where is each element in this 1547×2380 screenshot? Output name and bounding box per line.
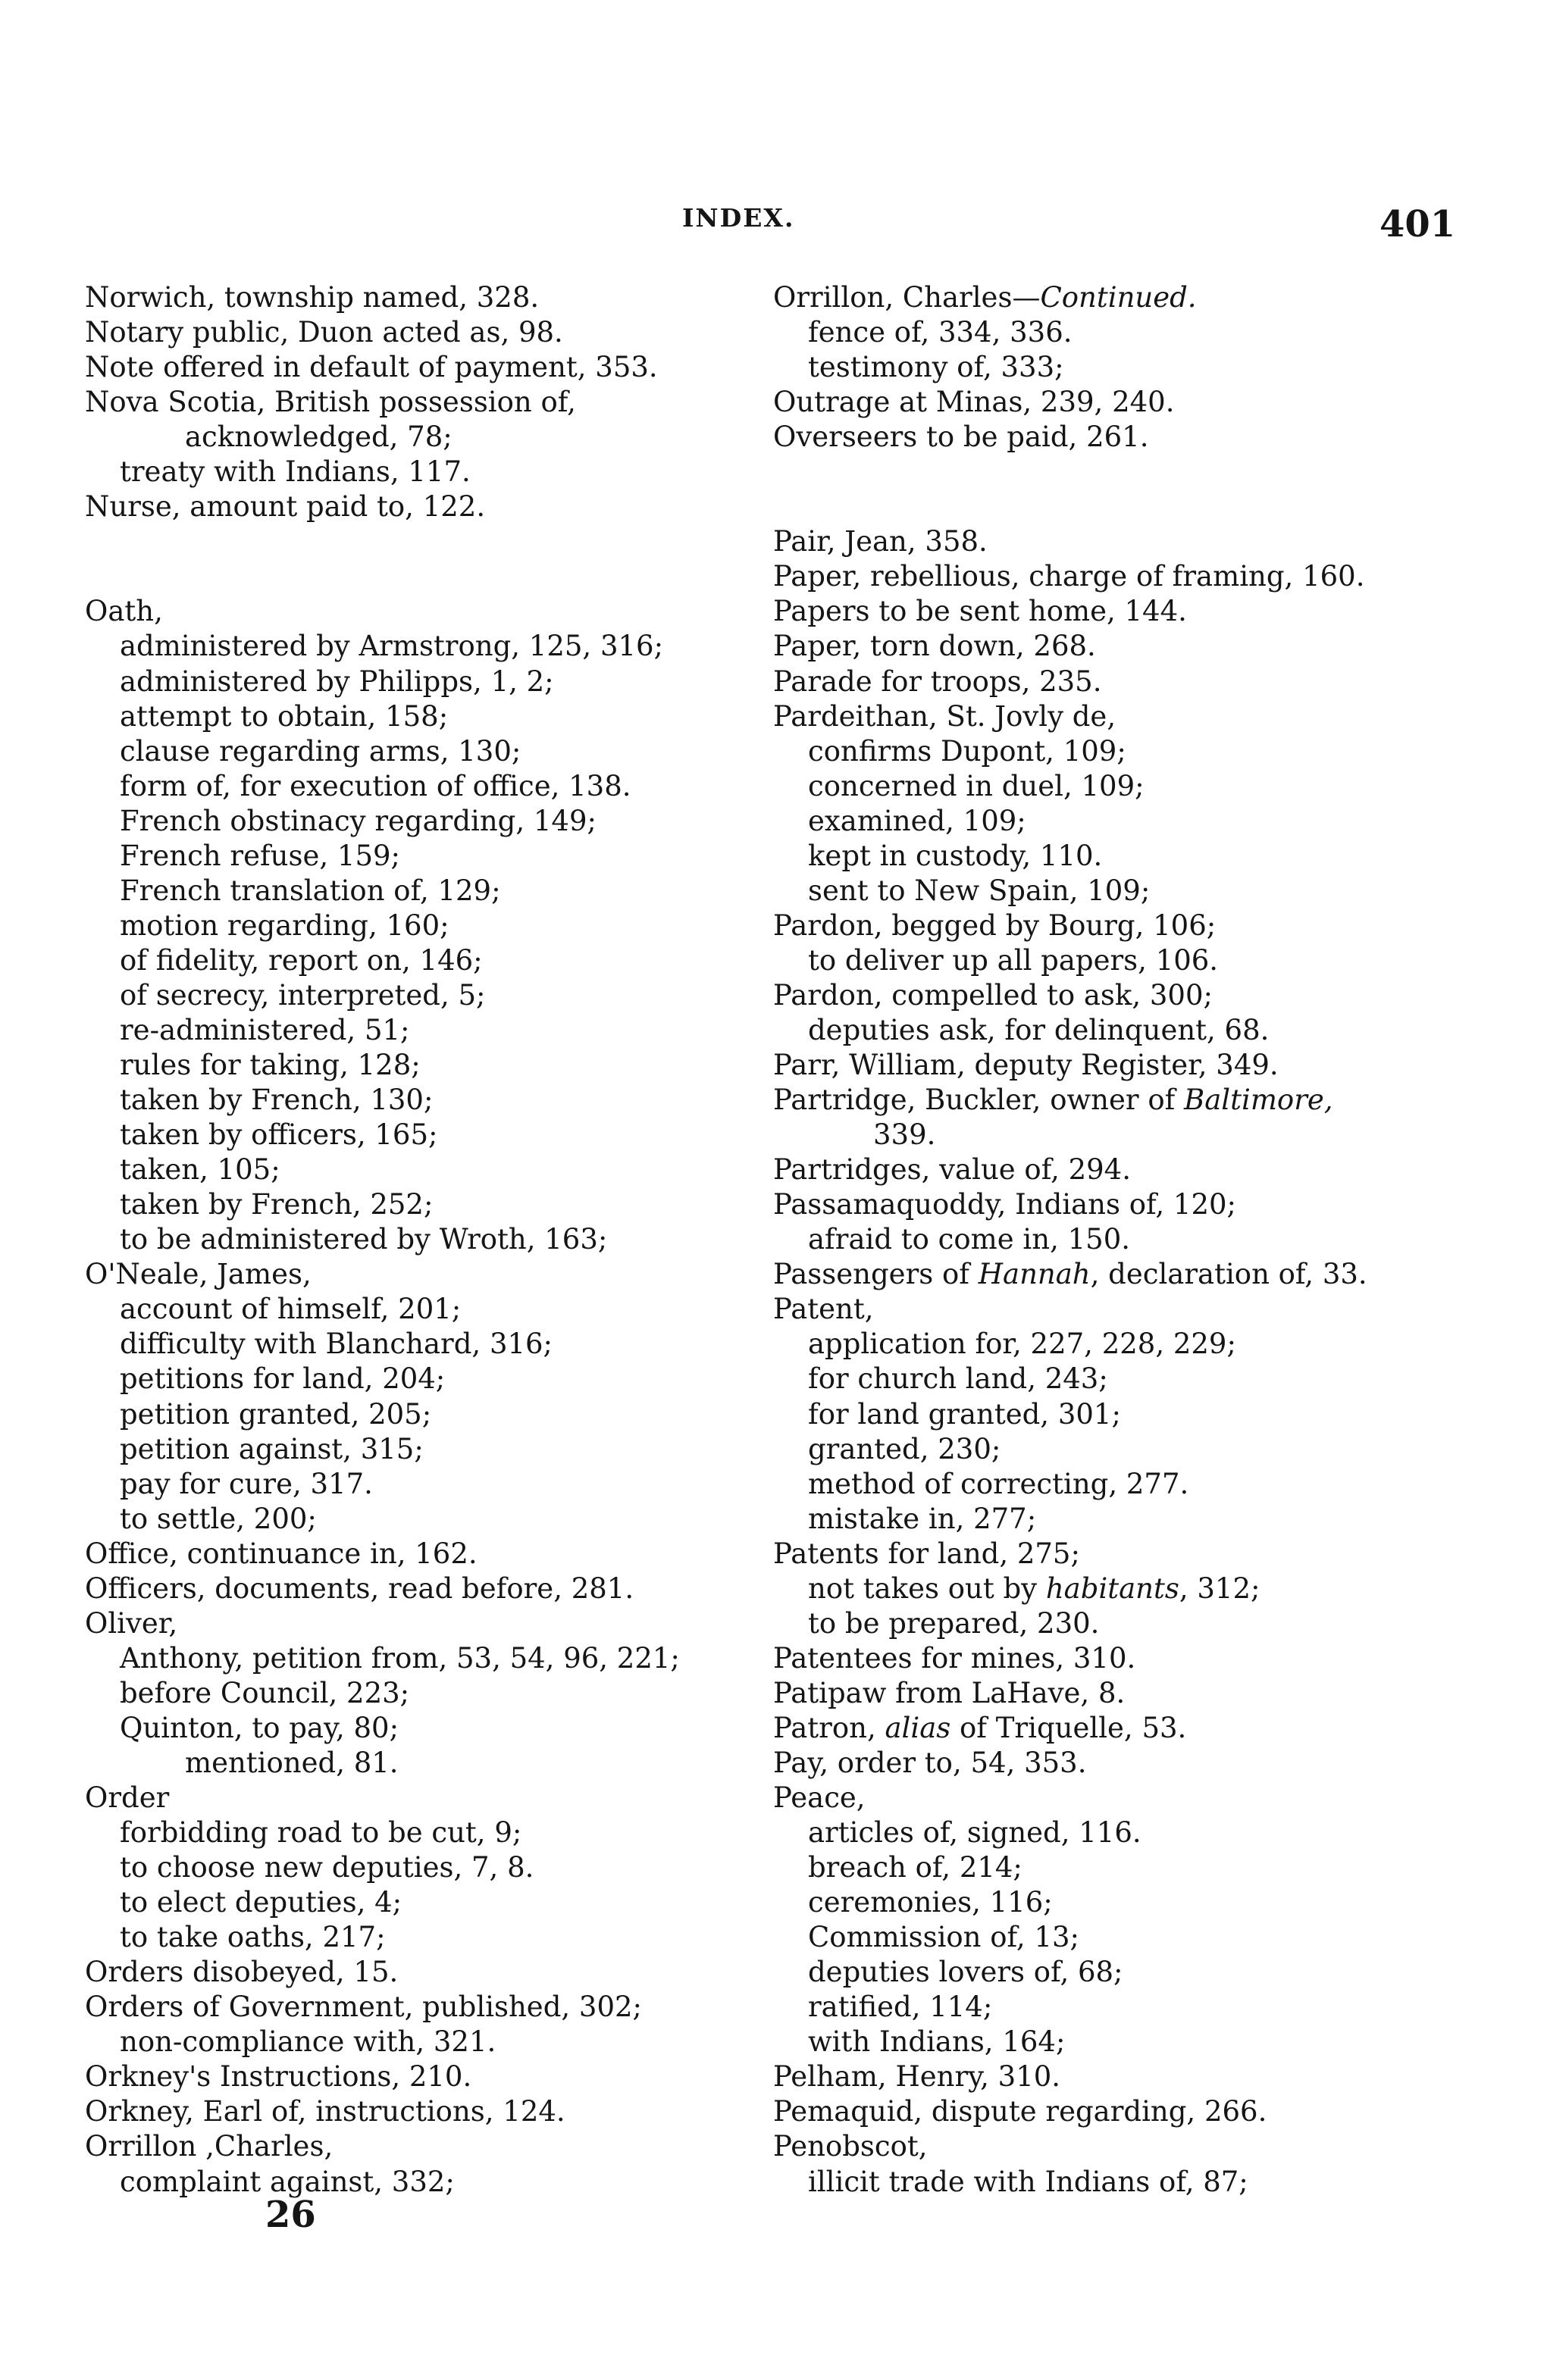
index-entry (85, 1537, 744, 1572)
index-text: mentioned, 81. (185, 1746, 399, 1779)
index-subentry (773, 1118, 1455, 1152)
index-italic-text: Baltimore, (1184, 1084, 1333, 1117)
index-gap (773, 489, 1455, 524)
index-text: application for, 227, 228, 229; (808, 1328, 1236, 1361)
index-subentry (85, 2165, 744, 2200)
index-entry (773, 385, 1455, 420)
index-italic-text: alias (885, 1711, 951, 1744)
index-text: Pelham, Henry, 310. (773, 2060, 1061, 2094)
index-entry (85, 594, 744, 629)
index-subentry (773, 1850, 1455, 1885)
index-text: sent to New Spain, 109; (808, 874, 1151, 907)
index-text: form of, for execution of office, 138. (120, 769, 631, 802)
index-text: non-compliance with, 321. (120, 2025, 496, 2059)
index-subentry (85, 1711, 744, 1746)
index-entry (773, 420, 1455, 455)
index-entry (773, 594, 1455, 629)
index-subentry (85, 943, 744, 978)
index-text: concerned in duel, 109; (808, 769, 1145, 802)
index-subentry (85, 1152, 744, 1187)
index-text: taken by French, 252; (120, 1188, 434, 1221)
index-text: Anthony, petition from, 53, 54, 96, 221; (120, 1641, 680, 1675)
index-entry (773, 1292, 1455, 1327)
index-text: for church land, 243; (808, 1362, 1108, 1396)
index-text: ceremonies, 116; (808, 1886, 1053, 1919)
index-entry (773, 1257, 1455, 1292)
index-entry (773, 524, 1455, 559)
index-text: Peace, (773, 1781, 866, 1815)
index-text: granted, 230; (808, 1432, 1001, 1465)
index-subentry (85, 1083, 744, 1118)
index-subentry (85, 1327, 744, 1362)
index-subentry (85, 734, 744, 769)
index-text: Orrillon, Charles— (773, 281, 1041, 314)
index-entry (773, 665, 1455, 699)
index-entry (773, 280, 1455, 315)
index-text: Passengers of (773, 1258, 979, 1291)
page-number: 401 (1379, 203, 1456, 246)
index-text: to deliver up all papers, 106. (808, 943, 1219, 977)
index-text: Patipaw from LaHave, 8. (773, 1676, 1126, 1709)
index-text: Pay, order to, 54, 353. (773, 1746, 1087, 1779)
index-subentry (85, 1641, 744, 1676)
index-text: Passamaquoddy, Indians of, 120; (773, 1188, 1237, 1221)
index-text: articles of, signed, 116. (808, 1816, 1141, 1850)
index-entry (85, 2129, 744, 2164)
index-subentry (85, 909, 744, 943)
index-subentry (773, 1013, 1455, 1048)
index-text: Note offered in default of payment, 353. (85, 351, 658, 384)
index-text: deputies ask, for delinquent, 68. (808, 1013, 1270, 1046)
index-subentry (85, 978, 744, 1013)
index-entry (85, 280, 744, 315)
index-text: acknowledged, 78; (185, 421, 453, 454)
index-text: illicit trade with Indians of, 87; (808, 2165, 1248, 2198)
index-subentry (85, 1292, 744, 1327)
index-text: French obstinacy regarding, 149; (120, 804, 597, 837)
index-text: kept in custody, 110. (808, 839, 1103, 872)
index-subentry (773, 804, 1455, 839)
index-text: Orrillon ,Charles, (85, 2130, 334, 2163)
index-text: petitions for land, 204; (120, 1362, 446, 1396)
index-subentry (773, 1362, 1455, 1396)
index-subentry (773, 1815, 1455, 1850)
index-subentry (85, 804, 744, 839)
index-text: Oath, (85, 595, 163, 628)
index-text: Norwich, township named, 328. (85, 281, 540, 314)
index-text: Paper, rebellious, charge of framing, 160. (773, 560, 1365, 593)
index-text: rules for taking, 128; (120, 1049, 421, 1082)
index-subentry (85, 1187, 744, 1222)
index-text: to take oaths, 217; (120, 1921, 386, 1954)
index-text: to elect deputies, 4; (120, 1886, 402, 1919)
index-text: taken by French, 130; (120, 1084, 434, 1117)
index-subentry (85, 1815, 744, 1850)
index-text: Pardon, compelled to ask, 300; (773, 978, 1213, 1012)
index-text: petition granted, 205; (120, 1397, 432, 1431)
index-text: breach of, 214; (808, 1851, 1022, 1884)
index-subentry (773, 1885, 1455, 1920)
index-entry (85, 1572, 744, 1606)
index-subentry (85, 1850, 744, 1885)
index-text: to settle, 200; (120, 1502, 317, 1535)
index-entry (85, 1990, 744, 2025)
index-subentry (85, 1676, 744, 1711)
index-subentry (85, 665, 744, 699)
index-entry (773, 1641, 1455, 1676)
index-entry (85, 1257, 744, 1292)
index-subentry (85, 1920, 744, 1955)
index-text: French translation of, 129; (120, 874, 501, 907)
index-entry (773, 1187, 1455, 1222)
index-text: Overseers to be paid, 261. (773, 421, 1149, 454)
index-text: Quinton, to pay, 80; (120, 1711, 399, 1744)
index-text: Patentees for mines, 310. (773, 1641, 1136, 1675)
index-entry (773, 2059, 1455, 2094)
index-text-tail: of Triquelle, 53. (950, 1711, 1187, 1744)
index-text: motion regarding, 160; (120, 909, 449, 942)
index-subentry (773, 315, 1455, 350)
index-text: administered by Armstrong, 125, 316; (120, 630, 664, 663)
index-text: Orders of Government, published, 302; (85, 1991, 642, 2024)
index-entry (85, 1955, 744, 1990)
index-subentry (85, 1885, 744, 1920)
index-subentry (85, 1746, 744, 1781)
index-subentry (85, 1502, 744, 1537)
index-subentry (85, 1467, 744, 1502)
index-subentry (773, 1606, 1455, 1641)
index-entry (773, 909, 1455, 943)
index-text: Office, continuance in, 162. (85, 1537, 478, 1570)
index-subentry (85, 699, 744, 734)
index-subentry (773, 2165, 1455, 2200)
index-subentry (773, 1432, 1455, 1467)
index-text: clause regarding arms, 130; (120, 734, 521, 768)
index-subentry (773, 350, 1455, 385)
index-text: taken by officers, 165; (120, 1118, 438, 1152)
index-text: account of himself, 201; (120, 1293, 462, 1326)
index-subentry (85, 1013, 744, 1048)
index-text: before Council, 223; (120, 1676, 410, 1709)
index-text: treaty with Indians, 117. (120, 455, 471, 489)
index-text: administered by Philipps, 1, 2; (120, 665, 554, 698)
index-subentry (773, 2025, 1455, 2059)
index-subentry (85, 839, 744, 874)
index-text: Nova Scotia, British possession of, (85, 386, 576, 419)
index-text: Notary public, Duon acted as, 98. (85, 316, 563, 349)
index-text: Pardon, begged by Bourg, 106; (773, 909, 1217, 942)
index-text: petition against, 315; (120, 1432, 424, 1465)
index-subentry (773, 1502, 1455, 1537)
index-text: forbidding road to be cut, 9; (120, 1816, 522, 1850)
index-text: of fidelity, report on, 146; (120, 943, 483, 977)
index-text: Order (85, 1781, 170, 1815)
index-entry (773, 1746, 1455, 1781)
index-text: Pemaquid, dispute regarding, 266. (773, 2095, 1267, 2128)
index-entry (85, 385, 744, 420)
index-subentry (773, 1572, 1455, 1606)
index-text: afraid to come in, 150. (808, 1223, 1130, 1256)
index-subentry (85, 1048, 744, 1083)
index-text: Nurse, amount paid to, 122. (85, 490, 486, 524)
index-text: examined, 109; (808, 804, 1026, 837)
index-italic-text: habitants (1045, 1572, 1179, 1605)
index-italic-text: Continued. (1040, 281, 1197, 314)
index-italic-text: Hannah (978, 1258, 1091, 1291)
index-entry (85, 2094, 744, 2129)
index-text: Paper, torn down, 268. (773, 630, 1096, 663)
index-text: French refuse, 159; (120, 839, 400, 872)
index-text: for land granted, 301; (808, 1397, 1121, 1431)
index-entry (85, 350, 744, 385)
index-text: Pair, Jean, 358. (773, 525, 988, 558)
running-head: INDEX. (682, 203, 795, 233)
index-text: of secrecy, interpreted, 5; (120, 978, 486, 1012)
index-entry (85, 1606, 744, 1641)
index-text: taken, 105; (120, 1153, 280, 1187)
index-subentry (85, 2025, 744, 2059)
index-subentry (85, 874, 744, 909)
index-subentry (85, 1362, 744, 1396)
index-subentry (773, 769, 1455, 804)
index-text: 339. (873, 1118, 936, 1152)
index-text-tail: , 312; (1179, 1572, 1260, 1605)
index-entry (773, 629, 1455, 664)
index-entry (773, 1781, 1455, 1815)
index-subentry (85, 1118, 744, 1152)
index-text: Orkney's Instructions, 210. (85, 2060, 472, 2094)
index-entry (773, 1676, 1455, 1711)
index-entry (773, 559, 1455, 594)
index-text: Partridge, Buckler, owner of (773, 1084, 1185, 1117)
index-text: to choose new deputies, 7, 8. (120, 1851, 534, 1884)
index-subentry (85, 420, 744, 455)
index-subentry (85, 1397, 744, 1432)
index-entry (773, 1537, 1455, 1572)
index-subentry (773, 734, 1455, 769)
index-text: to be administered by Wroth, 163; (120, 1223, 608, 1256)
index-text: Patron, (773, 1711, 885, 1744)
index-text: attempt to obtain, 158; (120, 699, 449, 733)
index-subentry (773, 1222, 1455, 1257)
index-text: deputies lovers of, 68; (808, 1956, 1123, 1989)
index-subentry (773, 1920, 1455, 1955)
index-subentry (85, 769, 744, 804)
index-entry (773, 1152, 1455, 1187)
index-subentry (773, 1397, 1455, 1432)
index-text: Patent, (773, 1293, 874, 1326)
index-text: ratified, 114; (808, 1991, 993, 2024)
index-text: Parr, William, deputy Register, 349. (773, 1049, 1279, 1082)
index-text: Penobscot, (773, 2130, 928, 2163)
index-entry (85, 489, 744, 524)
index-text: to be prepared, 230. (808, 1606, 1100, 1640)
index-text: re-administered, 51; (120, 1013, 410, 1046)
index-subentry (773, 874, 1455, 909)
index-subentry (773, 1990, 1455, 2025)
index-text: Orders disobeyed, 15. (85, 1956, 399, 1989)
index-text: testimony of, 333; (808, 351, 1064, 384)
index-text: complaint against, 332; (120, 2165, 455, 2198)
index-entry (773, 1711, 1455, 1746)
index-entry (85, 2059, 744, 2094)
index-subentry (85, 455, 744, 489)
index-subentry (773, 839, 1455, 874)
index-subentry (773, 1955, 1455, 1990)
index-text: fence of, 334, 336. (808, 316, 1073, 349)
index-entry (773, 2129, 1455, 2164)
index-text: Orkney, Earl of, instructions, 124. (85, 2095, 565, 2128)
index-text: O'Neale, James, (85, 1258, 312, 1291)
index-subentry (85, 1432, 744, 1467)
index-subentry (85, 629, 744, 664)
index-column-right (773, 280, 1455, 2200)
index-text: confirms Dupont, 109; (808, 734, 1126, 768)
index-text: Officers, documents, read before, 281. (85, 1572, 634, 1605)
index-gap (85, 524, 744, 559)
index-text: Parade for troops, 235. (773, 665, 1102, 698)
index-text: Pardeithan, St. Jovly de, (773, 699, 1116, 733)
index-text-tail: , declaration of, 33. (1090, 1258, 1367, 1291)
index-text: Outrage at Minas, 239, 240. (773, 386, 1175, 419)
index-entry (85, 1781, 744, 1815)
index-text: difficulty with Blanchard, 316; (120, 1328, 553, 1361)
index-column-left (85, 280, 744, 2200)
index-text: pay for cure, 317. (120, 1467, 373, 1500)
index-text: Partridges, value of, 294. (773, 1153, 1131, 1187)
index-text: Patents for land, 275; (773, 1537, 1080, 1570)
index-subentry (773, 943, 1455, 978)
signature-mark: 26 (265, 2194, 316, 2236)
index-text: with Indians, 164; (808, 2025, 1066, 2059)
index-entry (85, 315, 744, 350)
index-text: mistake in, 277; (808, 1502, 1037, 1535)
index-entry (773, 1083, 1455, 1118)
index-subentry (773, 1327, 1455, 1362)
index-gap (85, 559, 744, 594)
index-text: Papers to be sent home, 144. (773, 595, 1187, 628)
index-entry (773, 1048, 1455, 1083)
index-entry (773, 978, 1455, 1013)
index-text: Oliver, (85, 1606, 178, 1640)
index-entry (773, 2094, 1455, 2129)
index-text: not takes out by (808, 1572, 1046, 1605)
index-text: method of correcting, 277. (808, 1467, 1189, 1500)
index-entry (773, 699, 1455, 734)
index-subentry (773, 1467, 1455, 1502)
index-gap (773, 455, 1455, 489)
index-text: Commission of, 13; (808, 1921, 1079, 1954)
index-subentry (85, 1222, 744, 1257)
